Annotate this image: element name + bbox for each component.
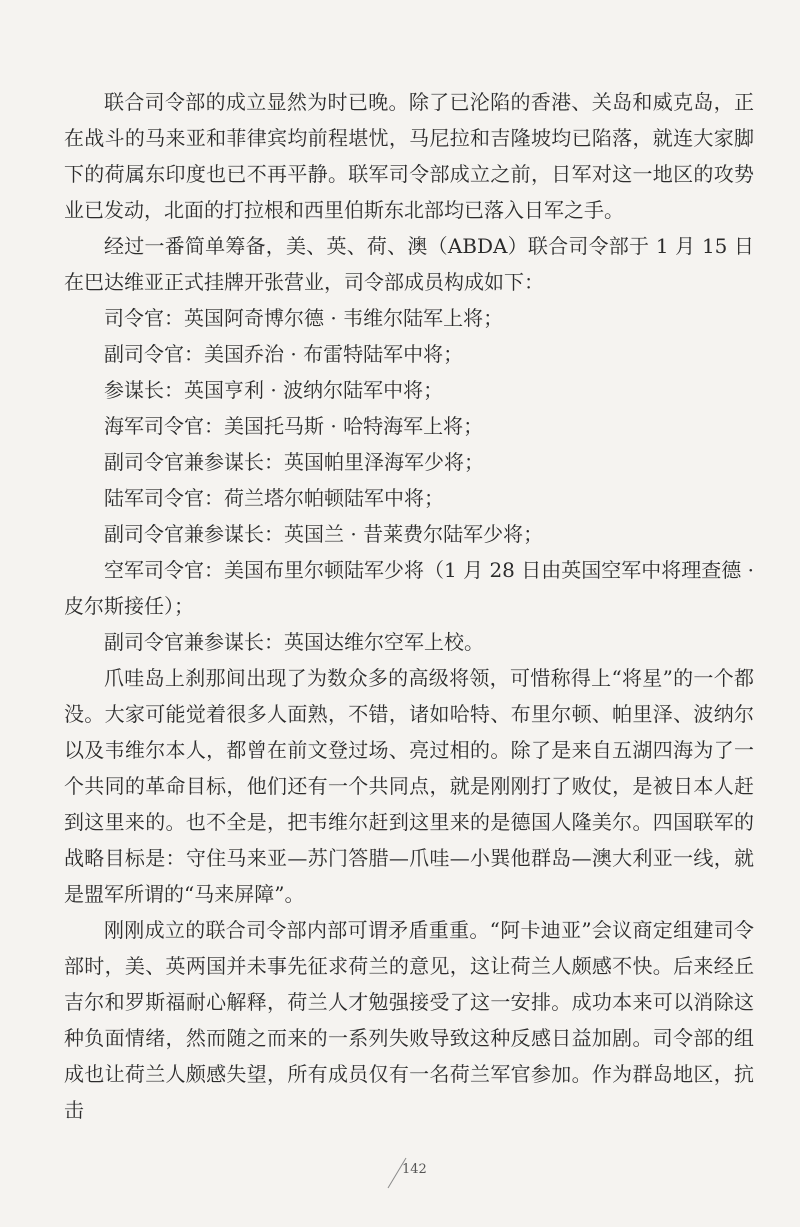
roster-line-air-commander: 空军司令官：美国布里尔顿陆军少将（1 月 28 日由英国空军中将理查德 · 皮尔斯接任）； — [64, 558, 754, 618]
page-number: 142 — [402, 1162, 427, 1177]
paragraph-2: 经过一番简单筹备，美、英、荷、澳（ABDA）联合司令部于 1 月 15 日在巴达维亚正式挂牌开张营业，司令部成员构成如下： — [64, 234, 754, 294]
paragraph-3: 爪哇岛上刹那间出现了为数众多的高级将领，可惜称得上“将星”的一个都没。大家可能觉着很多人面熟，不错，诸如哈特、布里尔顿、帕里泽、波纳尔以及韦维尔本人，都曾在前文登过场、亮过相的。除了是来自五湖四海为了一个共同的革命目标，他们还有一个共同点，就是刚刚打了败仗，是被日本人赶到这里来的。也不全是，把韦维尔赶到这里来的是德国人隆美尔。四国联军的战略目标是：守住马来亚—苏门答腊—爪哇—小巽他群岛—澳大利亚一线，就是盟军所谓的“马来屏障”。 — [64, 666, 754, 906]
roster-line-navy-deputy: 副司令官兼参谋长：英国帕里泽海军少将； — [104, 450, 484, 474]
roster-line-navy-commander: 海军司令官：美国托马斯 · 哈特海军上将； — [104, 414, 484, 438]
roster-line-commander: 司令官：英国阿奇博尔德 · 韦维尔陆军上将； — [104, 306, 504, 330]
roster-line-army-commander: 陆军司令官：荷兰塔尔帕顿陆军中将； — [104, 486, 444, 510]
roster-line-army-deputy: 副司令官兼参谋长：英国兰 · 昔莱费尔陆军少将； — [104, 522, 544, 546]
roster-line-air-deputy: 副司令官兼参谋长：英国达维尔空军上校。 — [104, 630, 484, 654]
paragraph-1: 联合司令部的成立显然为时已晚。除了已沦陷的香港、关岛和威克岛，正在战斗的马来亚和菲律宾均前程堪忧，马尼拉和吉隆坡均已陷落，就连大家脚下的荷属东印度也已不再平静。联军司令部成立之前，日军对这一地区的攻势业已发动，北面的打拉根和西里伯斯东北部均已落入日军之手。 — [64, 90, 754, 222]
body-text — [64, 84, 754, 1128]
roster-line-deputy-commander: 副司令官：美国乔治 · 布雷特陆军中将； — [104, 342, 464, 366]
paragraph-4: 刚刚成立的联合司令部内部可谓矛盾重重。“阿卡迪亚”会议商定组建司令部时，美、英两国并未事先征求荷兰的意见，这让荷兰人颇感不快。后来经丘吉尔和罗斯福耐心解释，荷兰人才勉强接受了这一安排。成功本来可以消除这种负面情绪，然而随之而来的一系列失败导致这种反感日益加剧。司令部的组成也让荷兰人颇感失望，所有成员仅有一名荷兰军官参加。作为群岛地区，抗击 — [64, 918, 754, 1122]
page-footer — [384, 1154, 454, 1194]
roster-line-chief-of-staff: 参谋长：英国亨利 · 波纳尔陆军中将； — [104, 378, 444, 402]
